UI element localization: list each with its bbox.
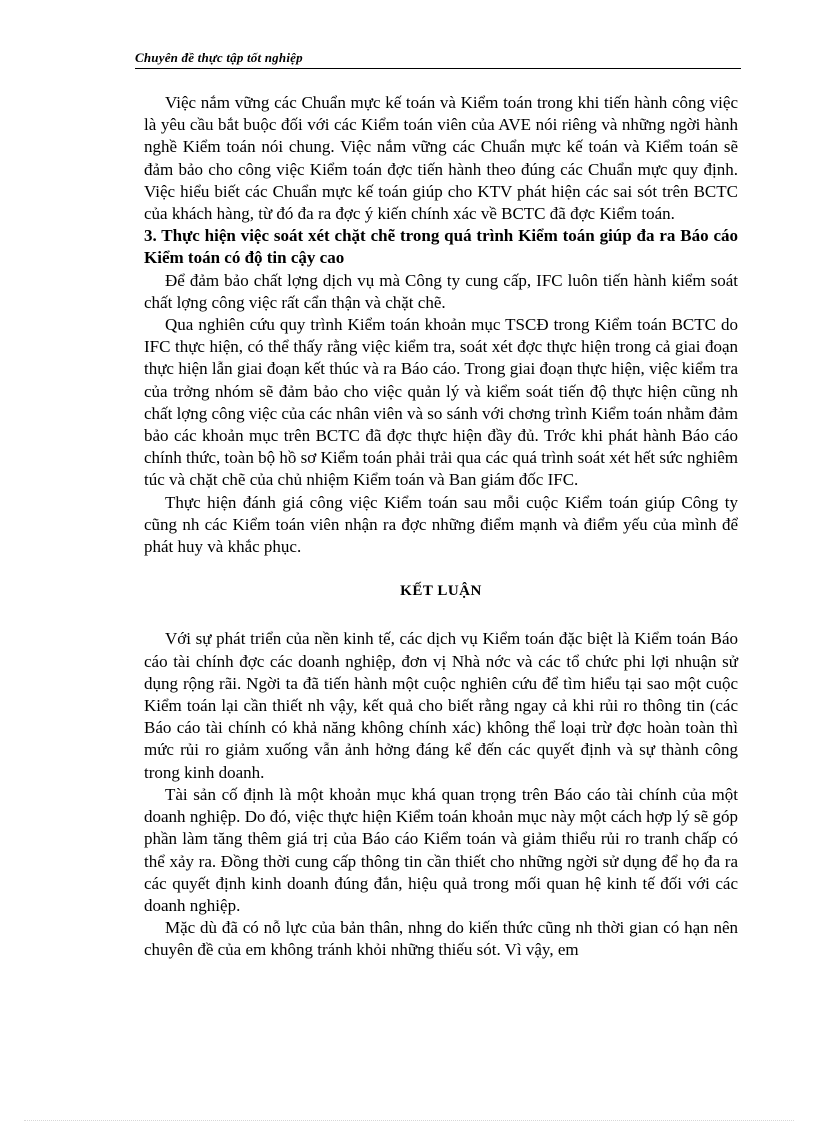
paragraph-standards: Việc nắm vững các Chuẩn mực kế toán và Kiểm toán trong khi tiến hành công việc là yêu cầu bắt buộc đối với các Kiểm toán viên của AVE nói riêng và những ngời hành nghề Kiểm toán nói chung. Việc nắm vững các Chuẩn mực kế toán và Kiểm toán sẽ đảm bảo cho công việc Kiểm toán đợc tiến hành theo đúng các Chuẩn mực quy định. Việc hiểu biết các Chuẩn mực kế toán giúp cho KTV phát hiện các sai sót trên BCTC của khách hàng, từ đó đa ra đợc ý kiến chính xác về BCTC đã đợc Kiểm toán. (144, 93, 738, 224)
paragraph-conclusion-2: Tài sản cố định là một khoản mục khá quan trọng trên Báo cáo tài chính của một doanh nghiệp. Do đó, việc thực hiện Kiểm toán khoản mục này một cách hợp lý sẽ góp phần làm tăng thêm giá trị của Báo cáo Kiểm toán và giảm thiểu rủi ro tranh chấp có thể xảy ra. Đồng thời cung cấp thông tin cần thiết cho những ngời sử dụng để họ đa ra các quyết định kinh doanh đúng đắn, hiệu quả trong mối quan hệ kinh tế đối với các doanh nghiệp. (144, 784, 738, 915)
paragraph-evaluation: Thực hiện đánh giá công việc Kiểm toán sau mỗi cuộc Kiểm toán giúp Công ty cũng nh các Kiểm toán viên nhận ra đợc những điểm mạnh và điểm yếu của mình để phát huy và khắc phục. (144, 492, 738, 557)
paragraph-conclusion-1: Với sự phát triển của nền kinh tế, các dịch vụ Kiểm toán đặc biệt là Kiểm toán Báo cáo tài chính đợc các doanh nghiệp, đơn vị Nhà nớc và các tổ chức phi lợi nhuận sử dụng rộng rãi. Ngời ta đã tiến hành một cuộc nghiên cứu để tìm hiểu tại sao một cuộc Kiểm toán lại cần thiết nh vậy, kết quả cho biết rằng ngay cả khi rủi ro thông tin (các Báo cáo tài chính có khả năng không chính xác) không thể loại trừ đợc hoàn toàn thì mức rủi ro giảm xuống vẫn ảnh hởng đáng kể đến các quyết định và sự thành công trong kinh doanh. (144, 629, 738, 782)
conclusion-title: KẾT LUẬN (400, 583, 482, 600)
paragraph-conclusion-3: Mặc dù đã có nỗ lực của bản thân, nhng do kiến thức cũng nh thời gian có hạn nên chuyên đề của em không tránh khỏi những thiếu sót. Vì vậy, em (144, 918, 738, 960)
section-heading-3: 3. Thực hiện việc soát xét chặt chẽ trong quá trình Kiểm toán giúp đa ra Báo cáo Kiểm toán có độ tin cậy cao (144, 226, 738, 268)
document-body (144, 92, 738, 962)
header-title: Chuyên đề thực tập tốt nghiệp (135, 50, 303, 65)
paragraph-quality-control: Để đảm bảo chất lợng dịch vụ mà Công ty cung cấp, IFC luôn tiến hành kiểm soát chất lợng công việc rất cẩn thận và chặt chẽ. (144, 270, 738, 312)
footer-divider (24, 1120, 794, 1121)
paragraph-audit-review: Qua nghiên cứu quy trình Kiểm toán khoản mục TSCĐ trong Kiểm toán BCTC do IFC thực hiện, có thể thấy rằng việc kiểm tra, soát xét đợc thực hiện trong cả giai đoạn thực hiện lẫn giai đoạn kết thúc và ra Báo cáo. Trong giai đoạn thực hiện, việc kiểm tra của trởng nhóm sẽ đảm bảo cho việc quản lý và kiểm soát tiến độ thực hiện cũng nh chất lợng công việc của các nhân viên và so sánh với chơng trình Kiểm toán nhằm đảm bảo các khoản mục trên BCTC đã đợc thực hiện đầy đủ. Trớc khi phát hành Báo cáo chính thức, toàn bộ hồ sơ Kiểm toán phải trải qua các quá trình soát xét hết sức nghiêm túc và chặt chẽ của chủ nhiệm Kiểm toán và Ban giám đốc IFC. (144, 315, 738, 490)
page-header (135, 48, 741, 69)
